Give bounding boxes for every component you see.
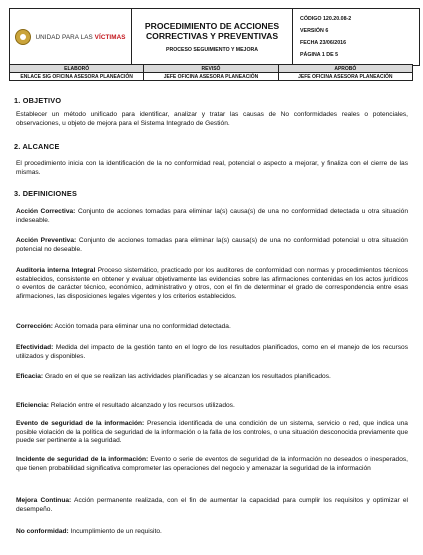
document-header <box>9 8 420 66</box>
unidad-victimas-logo <box>10 29 131 45</box>
definition-item <box>16 208 408 225</box>
definition-text: Evento o serie de eventos de seguridad de la información no deseados o inesperados, que tienen probabilidad significativa comprometer las operaciones del negocio y amenazar la seguridad de la información <box>16 456 409 472</box>
aprobo-value: JEFE OFICINA ASESORA PLANEACIÓN <box>278 73 412 81</box>
definition-item <box>16 497 408 514</box>
title-cell <box>132 9 293 66</box>
definition-item <box>16 373 408 382</box>
section-definiciones-title: 3. DEFINICIONES <box>14 189 78 198</box>
elaboro-value: ENLACE SIG OFICINA ASESORA PLANEACIÓN <box>10 73 144 81</box>
section-objetivo-title: 1. OBJETIVO <box>14 96 62 105</box>
section-alcance-title: 2. ALCANCE <box>14 142 60 151</box>
definition-term: Eficacia: <box>16 373 44 380</box>
definition-item <box>16 528 408 537</box>
definition-text: Incumplimiento de un requisito. <box>68 528 162 535</box>
definition-text: Relación entre el resultado alcanzado y los recursos utilizados. <box>48 402 235 409</box>
logo-cell <box>10 9 132 66</box>
definition-item <box>16 420 408 446</box>
aprobo-header: APROBÓ <box>278 65 412 73</box>
definition-term: Mejora Continua: <box>16 497 72 504</box>
elaboro-header: ELABORÓ <box>10 65 144 73</box>
document-subtitle: PROCESO SEGUIMIENTO Y MEJORA <box>166 47 258 53</box>
definition-term: Corrección: <box>16 323 54 330</box>
definition-term: Incidente de seguridad de la información: <box>16 456 149 463</box>
page-label: PÁGINA 1 DE 5 <box>300 52 339 58</box>
version-label: VERSIÓN 6 <box>300 28 329 34</box>
definition-term: Efectividad: <box>16 344 54 351</box>
definition-term: Auditoria interna Integral <box>16 267 96 274</box>
definition-term: No conformidad: <box>16 528 69 535</box>
definition-term: Acción Correctiva: <box>16 208 76 215</box>
definition-item <box>16 344 408 361</box>
logo-text-1: UNIDAD PARA LAS <box>35 33 95 41</box>
colombia-seal-icon <box>15 29 31 45</box>
code-label: CÓDIGO 120.20.08-2 <box>300 16 352 22</box>
section-alcance-text: El procedimiento inicia con la identificación de la no conformidad real, potencial o aspecto a mejorar, y finaliza con el cierre de las mismas. <box>16 160 408 176</box>
definition-text: Proceso sistemático, practicado por los auditores de conformidad con normas y procedimientos técnicos establecidos, consistente en obtener y evaluar objetivamente las evidencias sobre las afirmaciones contenidas en los actos jurídicos o eventos de carácter técnico, económico, administrativo y otros, con el fin de determinar el grado de correspondencia entre esas afirmaciones, las disposiciones legales vigentes y los criterios establecidos. <box>16 267 408 300</box>
meta-cell <box>293 9 420 66</box>
signature-table <box>9 64 413 81</box>
document-title: PROCEDIMIENTO DE ACCIONES CORRECTIVAS Y PREVENTIVAS <box>144 21 280 41</box>
section-objetivo-text: Establecer un método unificado para identificar, analizar y tratar las causas de No conformidades reales o potenciales, observaciones, u objeto de mejora para el Sistema Integrado de Gestión. <box>16 111 408 127</box>
definition-item <box>16 237 408 254</box>
definition-item <box>16 402 408 411</box>
definition-item <box>16 456 408 473</box>
definition-text: Conjunto de acciones tomadas para eliminar la(s) causa(s) de una no conformidad potencial u otra situación potencial no deseable. <box>16 237 408 253</box>
definition-text: Presencia identificada de una condición de un sistema, servicio o red, que indica una posible violación de la política de seguridad de la información o la falla de los controles, o una situación desconocida previamente que puede ser pertinente a la seguridad. <box>16 420 408 445</box>
date-label: FECHA 23/06/2016 <box>300 40 347 46</box>
definition-text: Conjunto de acciones tomadas para eliminar la(s) causa(s) de una no conformidad detectada u otra situación indeseable. <box>16 208 408 224</box>
definition-term: Acción Preventiva: <box>16 237 77 244</box>
definition-text: Medida del impacto de la gestión tanto en el logro de los resultados planificados, como en el manejo de los recursos utilizados y disponibles. <box>16 344 408 360</box>
definition-term: Evento de seguridad de la información: <box>16 420 145 427</box>
definition-term: Eficiencia: <box>16 402 49 409</box>
logo-text-2: VÍCTIMAS <box>94 33 126 41</box>
reviso-value: JEFE OFICINA ASESORA PLANEACIÓN <box>144 73 278 81</box>
definition-text: Acción permanente realizada, con el fin de aumentar la capacidad para cumplir los requisitos y optimizar el desempeño. <box>16 497 409 513</box>
definition-text: Acción tomada para eliminar una no conformidad detectada. <box>53 323 231 330</box>
definition-item <box>16 323 408 332</box>
reviso-header: REVISÓ <box>144 65 278 73</box>
definition-item <box>16 267 408 301</box>
definition-text: Grado en el que se realizan las actividades planificadas y se alcanzan los resultados planificados. <box>43 373 331 380</box>
